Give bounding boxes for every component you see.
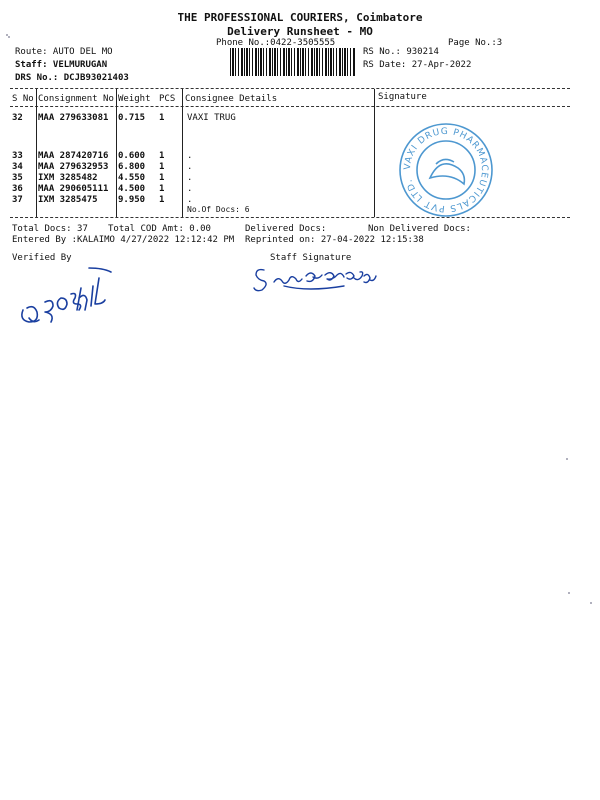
row-consignment: IXM 3285475	[38, 195, 98, 205]
non-delivered-docs: Non Delivered Docs:	[368, 224, 471, 234]
phone-number: Phone No.:0422-3505555	[216, 38, 336, 48]
row-consignment: MAA 279633081	[38, 113, 109, 123]
page-number: Page No.:3	[448, 38, 503, 48]
table-header-rule	[10, 106, 570, 107]
stamp-text: VAXI DRUG PHARMACEUTICALS PVT LTD.	[402, 126, 490, 214]
col-divider	[116, 89, 117, 217]
scan-speck	[590, 602, 592, 604]
barcode	[230, 48, 355, 76]
row-consignee: .	[187, 151, 193, 161]
entered-by: Entered By :KALAIMO 4/27/2022 12:12:42 PM	[12, 235, 235, 245]
row-consignment: MAA 290605111	[38, 184, 109, 194]
scan-speck	[8, 36, 10, 38]
document-title: Delivery Runsheet - MO	[227, 25, 373, 38]
rs-date: RS Date: 27-Apr-2022	[363, 60, 472, 70]
reprinted-on: Reprinted on: 27-04-2022 12:15:38	[245, 235, 424, 245]
row-weight: 0.715	[118, 113, 146, 123]
row-sno: 37	[12, 195, 23, 205]
row-consignee: VAXI TRUG	[187, 113, 236, 123]
column-header-consignee: Consignee Details	[185, 94, 278, 104]
drs-number: DRS No.: DCJB93021403	[15, 73, 129, 83]
row-weight: 6.800	[118, 162, 146, 172]
row-weight: 4.500	[118, 184, 146, 194]
row-pcs: 1	[159, 173, 165, 183]
scan-speck	[568, 592, 570, 594]
row-sno: 34	[12, 162, 23, 172]
col-divider	[374, 89, 375, 217]
rs-number: RS No.: 930214	[363, 47, 439, 57]
row-sno: 36	[12, 184, 23, 194]
row-pcs: 1	[159, 113, 165, 123]
row-consignee: .	[187, 184, 193, 194]
row-consignee: .	[187, 195, 193, 205]
no-of-docs: No.Of Docs: 6	[187, 205, 250, 214]
verified-by-label: Verified By	[12, 253, 72, 263]
verified-by-signature	[15, 258, 130, 338]
company-name: THE PROFESSIONAL COURIERS, Coimbatore	[177, 11, 423, 24]
row-sno: 35	[12, 173, 23, 183]
table-top-rule	[10, 88, 570, 89]
company-stamp	[396, 120, 496, 220]
row-consignment: IXM 3285482	[38, 173, 98, 183]
row-weight: 4.550	[118, 173, 146, 183]
svg-text:VAXI DRUG PHARMACEUTICALS PVT	[403, 127, 489, 213]
row-consignee: .	[187, 162, 193, 172]
column-header-weight: Weight	[118, 94, 151, 104]
staff: Staff: VELMURUGAN	[15, 60, 108, 70]
row-pcs: 1	[159, 184, 165, 194]
delivered-docs: Delivered Docs:	[245, 224, 327, 234]
row-consignment: MAA 279632953	[38, 162, 109, 172]
staff-signature-label: Staff Signature	[270, 253, 352, 263]
row-sno: 32	[12, 113, 23, 123]
column-header-pcs: PCS	[159, 94, 176, 104]
row-consignment: MAA 287420716	[38, 151, 109, 161]
row-weight: 0.600	[118, 151, 146, 161]
row-pcs: 1	[159, 162, 165, 172]
scan-speck	[566, 458, 568, 460]
staff-signature	[250, 262, 400, 298]
total-cod-amount: Total COD Amt: 0.00	[108, 224, 211, 234]
column-header-consignment: Consignment No	[38, 94, 114, 104]
row-sno: 33	[12, 151, 23, 161]
column-header-sno: S No	[12, 94, 34, 104]
total-docs: Total Docs: 37	[12, 224, 88, 234]
col-divider	[182, 89, 183, 217]
row-weight: 9.950	[118, 195, 146, 205]
row-pcs: 1	[159, 151, 165, 161]
route: Route: AUTO DEL MO	[15, 47, 113, 57]
row-consignee: .	[187, 173, 193, 183]
column-header-signature: Signature	[378, 92, 427, 102]
row-pcs: 1	[159, 195, 165, 205]
col-divider	[36, 89, 37, 217]
